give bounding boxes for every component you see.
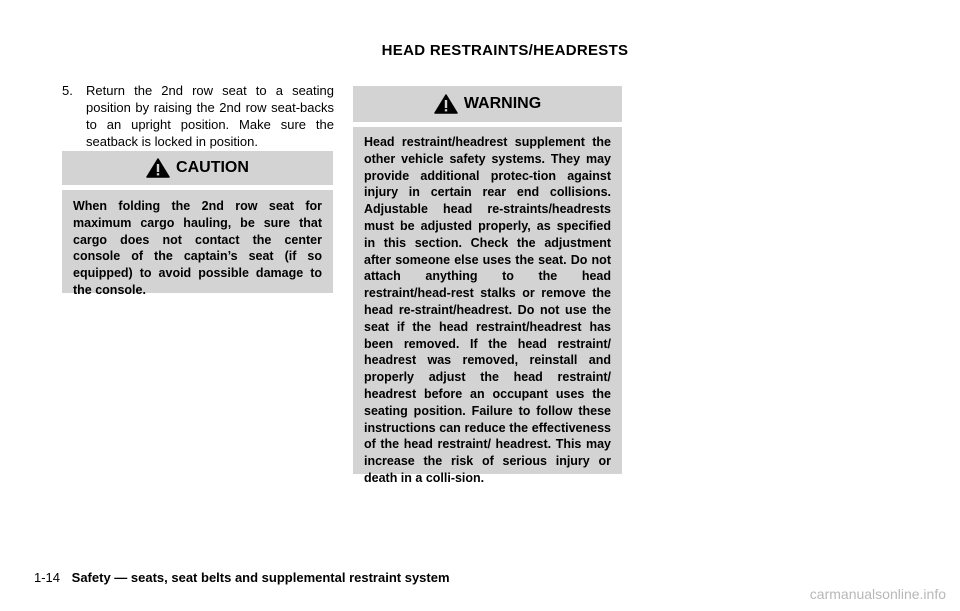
caution-text: When folding the 2nd row seat for maximum cargo hauling, be sure that cargo does not contact the center console of the captain’s seat (if so equipped) to avoid possible damage to the console.: [73, 199, 322, 297]
warning-label: WARNING: [463, 95, 542, 112]
chapter-title: Safety — seats, seat belts and supplemental restraint system: [71, 570, 450, 585]
step-number: 5.: [62, 83, 73, 98]
caution-header: [62, 151, 333, 185]
step-text: Return the 2nd row seat to a seating position by raising the 2nd row seat-backs to an upright position. Make sure the seatback is locked in position.: [86, 83, 334, 149]
section-title: HEAD RESTRAINTS/HEADRESTS: [381, 42, 629, 59]
instruction-step: [62, 82, 334, 150]
page-footer: [34, 570, 450, 585]
caution-box: [62, 190, 333, 297]
warning-text: Head restraint/headrest supplement the other vehicle safety systems. They may provide additional protec-tion against injury in certain rear end collisions. Adjustable head re-straints/headrests must be adjusted properly, as specified in this section. Check the adjustment after someone else uses the seat. Do not attach anything to the head restraint/head-rest stalks or remove the head re-straint/headrest. Do not use the seat if the head restraint/headrest has been removed. If the head restraint/ headrest was removed, reinstall and properly adjust the head restraint/ headrest before an occupant uses the seating position. Failure to follow these instructions can reduce the effectiveness of the head restraint/ headrest. This may increase the risk of serious injury or death in a colli-sion.: [364, 135, 611, 485]
warning-header: [353, 86, 622, 122]
warning-triangle-icon: [434, 94, 458, 114]
warning-box: [353, 127, 622, 485]
watermark: carmanualsonline.info: [809, 586, 946, 602]
caution-label: CAUTION: [176, 159, 249, 176]
page-number: 1-14: [34, 570, 61, 585]
warning-triangle-icon: [146, 158, 170, 178]
